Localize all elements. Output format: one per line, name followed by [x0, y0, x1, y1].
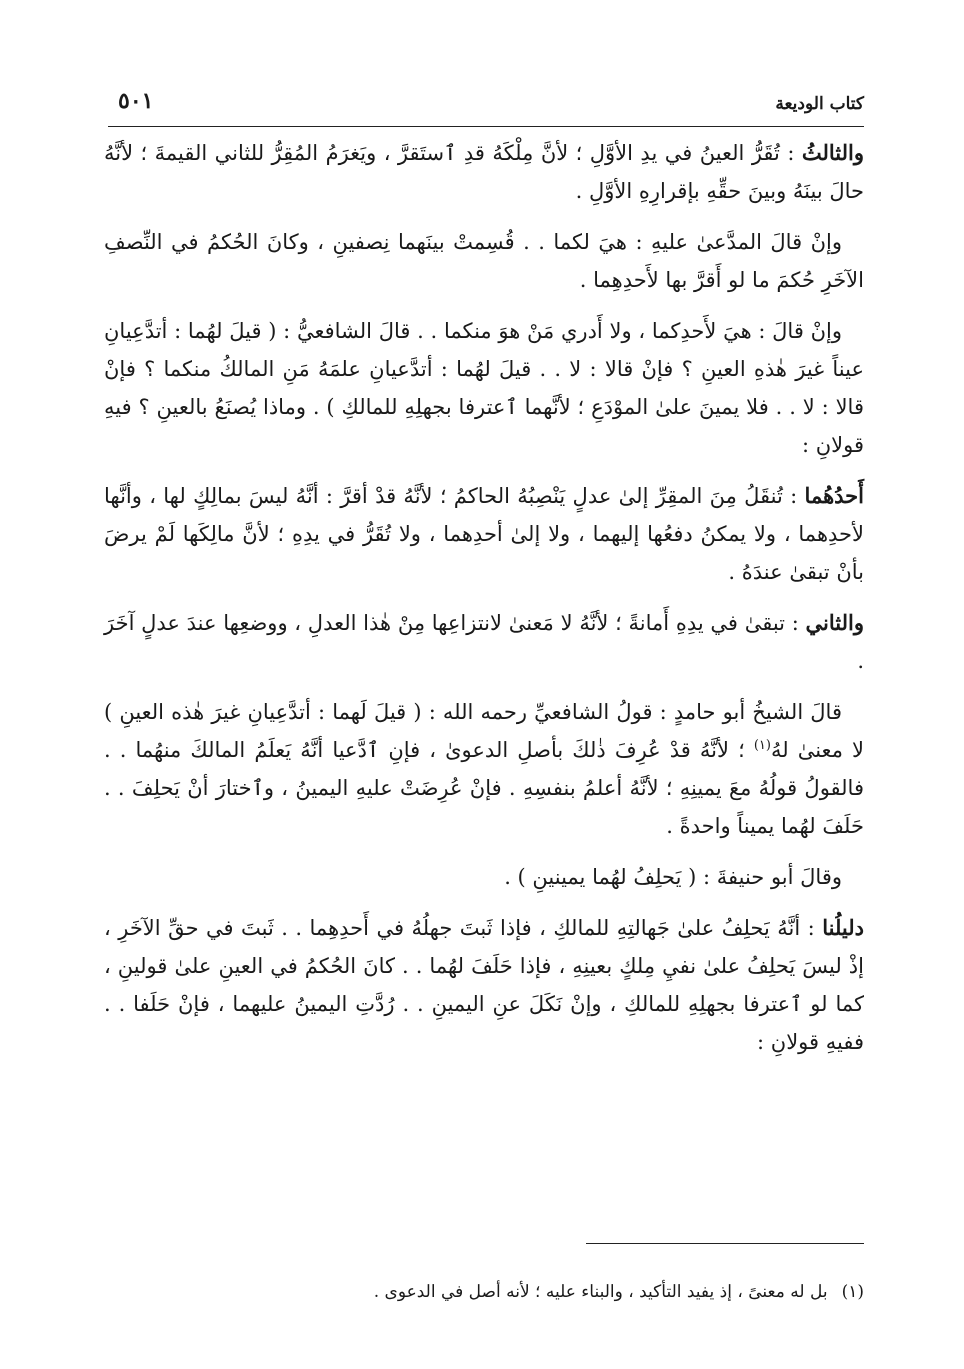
paragraph-abu-hamid	[104, 693, 864, 845]
paragraph-second-view	[104, 604, 864, 680]
paragraph-body: وإنْ قالَ المدَّعىٰ عليهِ : هيَ لكما . . قُسِمتْ بينَهما نِصفينِ ، وكانَ الحُكمُ في النِّصفِ الآخَرِ حُكمَ ما لو أَقرَّ بها لأَحدِهِما .	[104, 230, 864, 292]
paragraph-body: وقالَ أبو حنيفةَ : ( يَحلِفُ لهُما يمينينِ ) .	[504, 865, 842, 889]
paragraph-lead: والثاني	[805, 610, 864, 635]
paragraph-lead: والثالثُ	[801, 140, 864, 165]
footnote-number: (١)	[841, 1282, 864, 1302]
paragraph-lead: أَحدُهُما	[804, 483, 864, 508]
header-rule	[108, 126, 864, 127]
paragraph-body: قالَ الشيخُ أبو حامدٍ : قولُ الشافعيِّ رحمه الله : ( قيلَ لَهما : أتدَّعِيانِ غيرَ هٰذه العينِ ) لا معنىٰ لهُ	[104, 700, 864, 762]
paragraph-abu-hanifa	[104, 858, 864, 896]
chapter-title: كتاب الوديعة	[775, 94, 864, 114]
paragraph-third-opinion	[104, 134, 864, 210]
paragraph-both-claimants	[104, 223, 864, 299]
paragraph-first-view	[104, 477, 864, 591]
page-number: ٥٠١	[118, 88, 154, 114]
paragraph-body: ؛ لأنَّهُ قدْ عُرِفَ ذٰلكَ بأصلِ الدعوىٰ ، فإنِ ٱدَّعيا أنَّهُ يَعلَمُ المالكَ منهُما . . فالقولُ قولُهُ معَ يمينِهِ ؛ لأنَّهُ أعلمُ بنفسِهِ . فإنْ عُرِضَتْ عليهِ اليمينُ ، وٱختارَ أنْ يَحلِفَ . . حَلَفَ لهُما يميناً واحدةً .	[104, 738, 864, 838]
paragraph-body: : أنَّهُ يَحلِفُ علىٰ جَهالتِهِ للمالكِ ، فإذا ثَبتَ جهلُهُ في أَحدِهِما . . ثَبتَ في حقِّ الآخَرِ ، إذْ ليسَ يَحلِفُ علىٰ نفيِ مِلكٍ بعينِهِ ، فإذا حَلَفَ لهُما . . كانَ الحُكمُ في العينِ علىٰ قولينِ ، كما لو ٱعترفا بجهلِهِ للمالكِ ، وإنْ نَكَلَ عنِ اليمينِ . . رُدَّتِ اليمينُ عليهما ، فإنْ حَلَفا . . ففيهِ قولانِ :	[104, 916, 864, 1054]
paragraph-body: : تُنقَلُ مِنَ المقِرِّ إلىٰ عدلٍ يَنْصِبُهُ الحاكمُ ؛ لأنَّهُ قدْ أقرَّ : أنَّهُ ليسَ بمالِكٍ لها ، وأنَّها لأحدِهما ، ولا يمكنُ دفعُها إليهما ، ولا إلىٰ أحدِهما ، ولا تُقَرُّ في يدِهِ ؛ لأنَّ مالِكَها لَمْ يرضَ بأنْ تبقىٰ عندَهُ .	[104, 484, 864, 584]
paragraph-lead: دليلُنا	[822, 915, 864, 940]
paragraph-our-evidence	[104, 909, 864, 1061]
footnote	[104, 1278, 864, 1306]
paragraph-body: : تُقَرُّ العينُ في يدِ الأوَّلِ ؛ لأنَّ مِلْكَهُ قدِ ٱستَقرَّ ، ويَغرَمُ المُقِرُّ للثاني القيمةَ ؛ لأنَّهُ حالَ بينَهُ وبينَ حقِّهِ بإقرارِهِ الأوَّلِ .	[104, 141, 864, 203]
footnote-text: بل له معنىً ، إذ يفيد التأكيد ، والبناء عليه ؛ لأنه أصل في الدعوى .	[373, 1282, 828, 1302]
main-text	[104, 134, 864, 1074]
paragraph-body: وإنْ قالَ : هيَ لأَحدِكما ، ولا أَدري مَنْ هوَ منكما . . قالَ الشافعيُّ : ( قيلَ لهُما : أتدَّعِيانِ عيناً غيرَ هٰذهِ العينِ ؟ فإنْ قالا : لا . . قيلَ لهُما : أتدَّعيانِ علمَهُ مَنِ المالكُ منكما ؟ فإنْ قالا : لا . . فلا يمينَ علىٰ الموْدَعِ ؛ لأنَّهما ٱعترفا بجهلِهِ للمالكِ ) . وماذا يُصنَعُ بالعينِ ؟ فيهِ قولانِ :	[104, 319, 864, 457]
footnote-rule	[586, 1243, 864, 1244]
footnote-marker[interactable]: (١)	[753, 738, 771, 753]
paragraph-one-of-them	[104, 312, 864, 464]
running-header	[108, 84, 864, 124]
paragraph-body: : تبقىٰ في يدِهِ أَمانةً ؛ لأنَّهُ لا مَعنىٰ لانتزاعِها مِنْ هٰذا العدلِ ، ووضعِها عندَ عدلٍ آخَرَ .	[104, 611, 864, 673]
